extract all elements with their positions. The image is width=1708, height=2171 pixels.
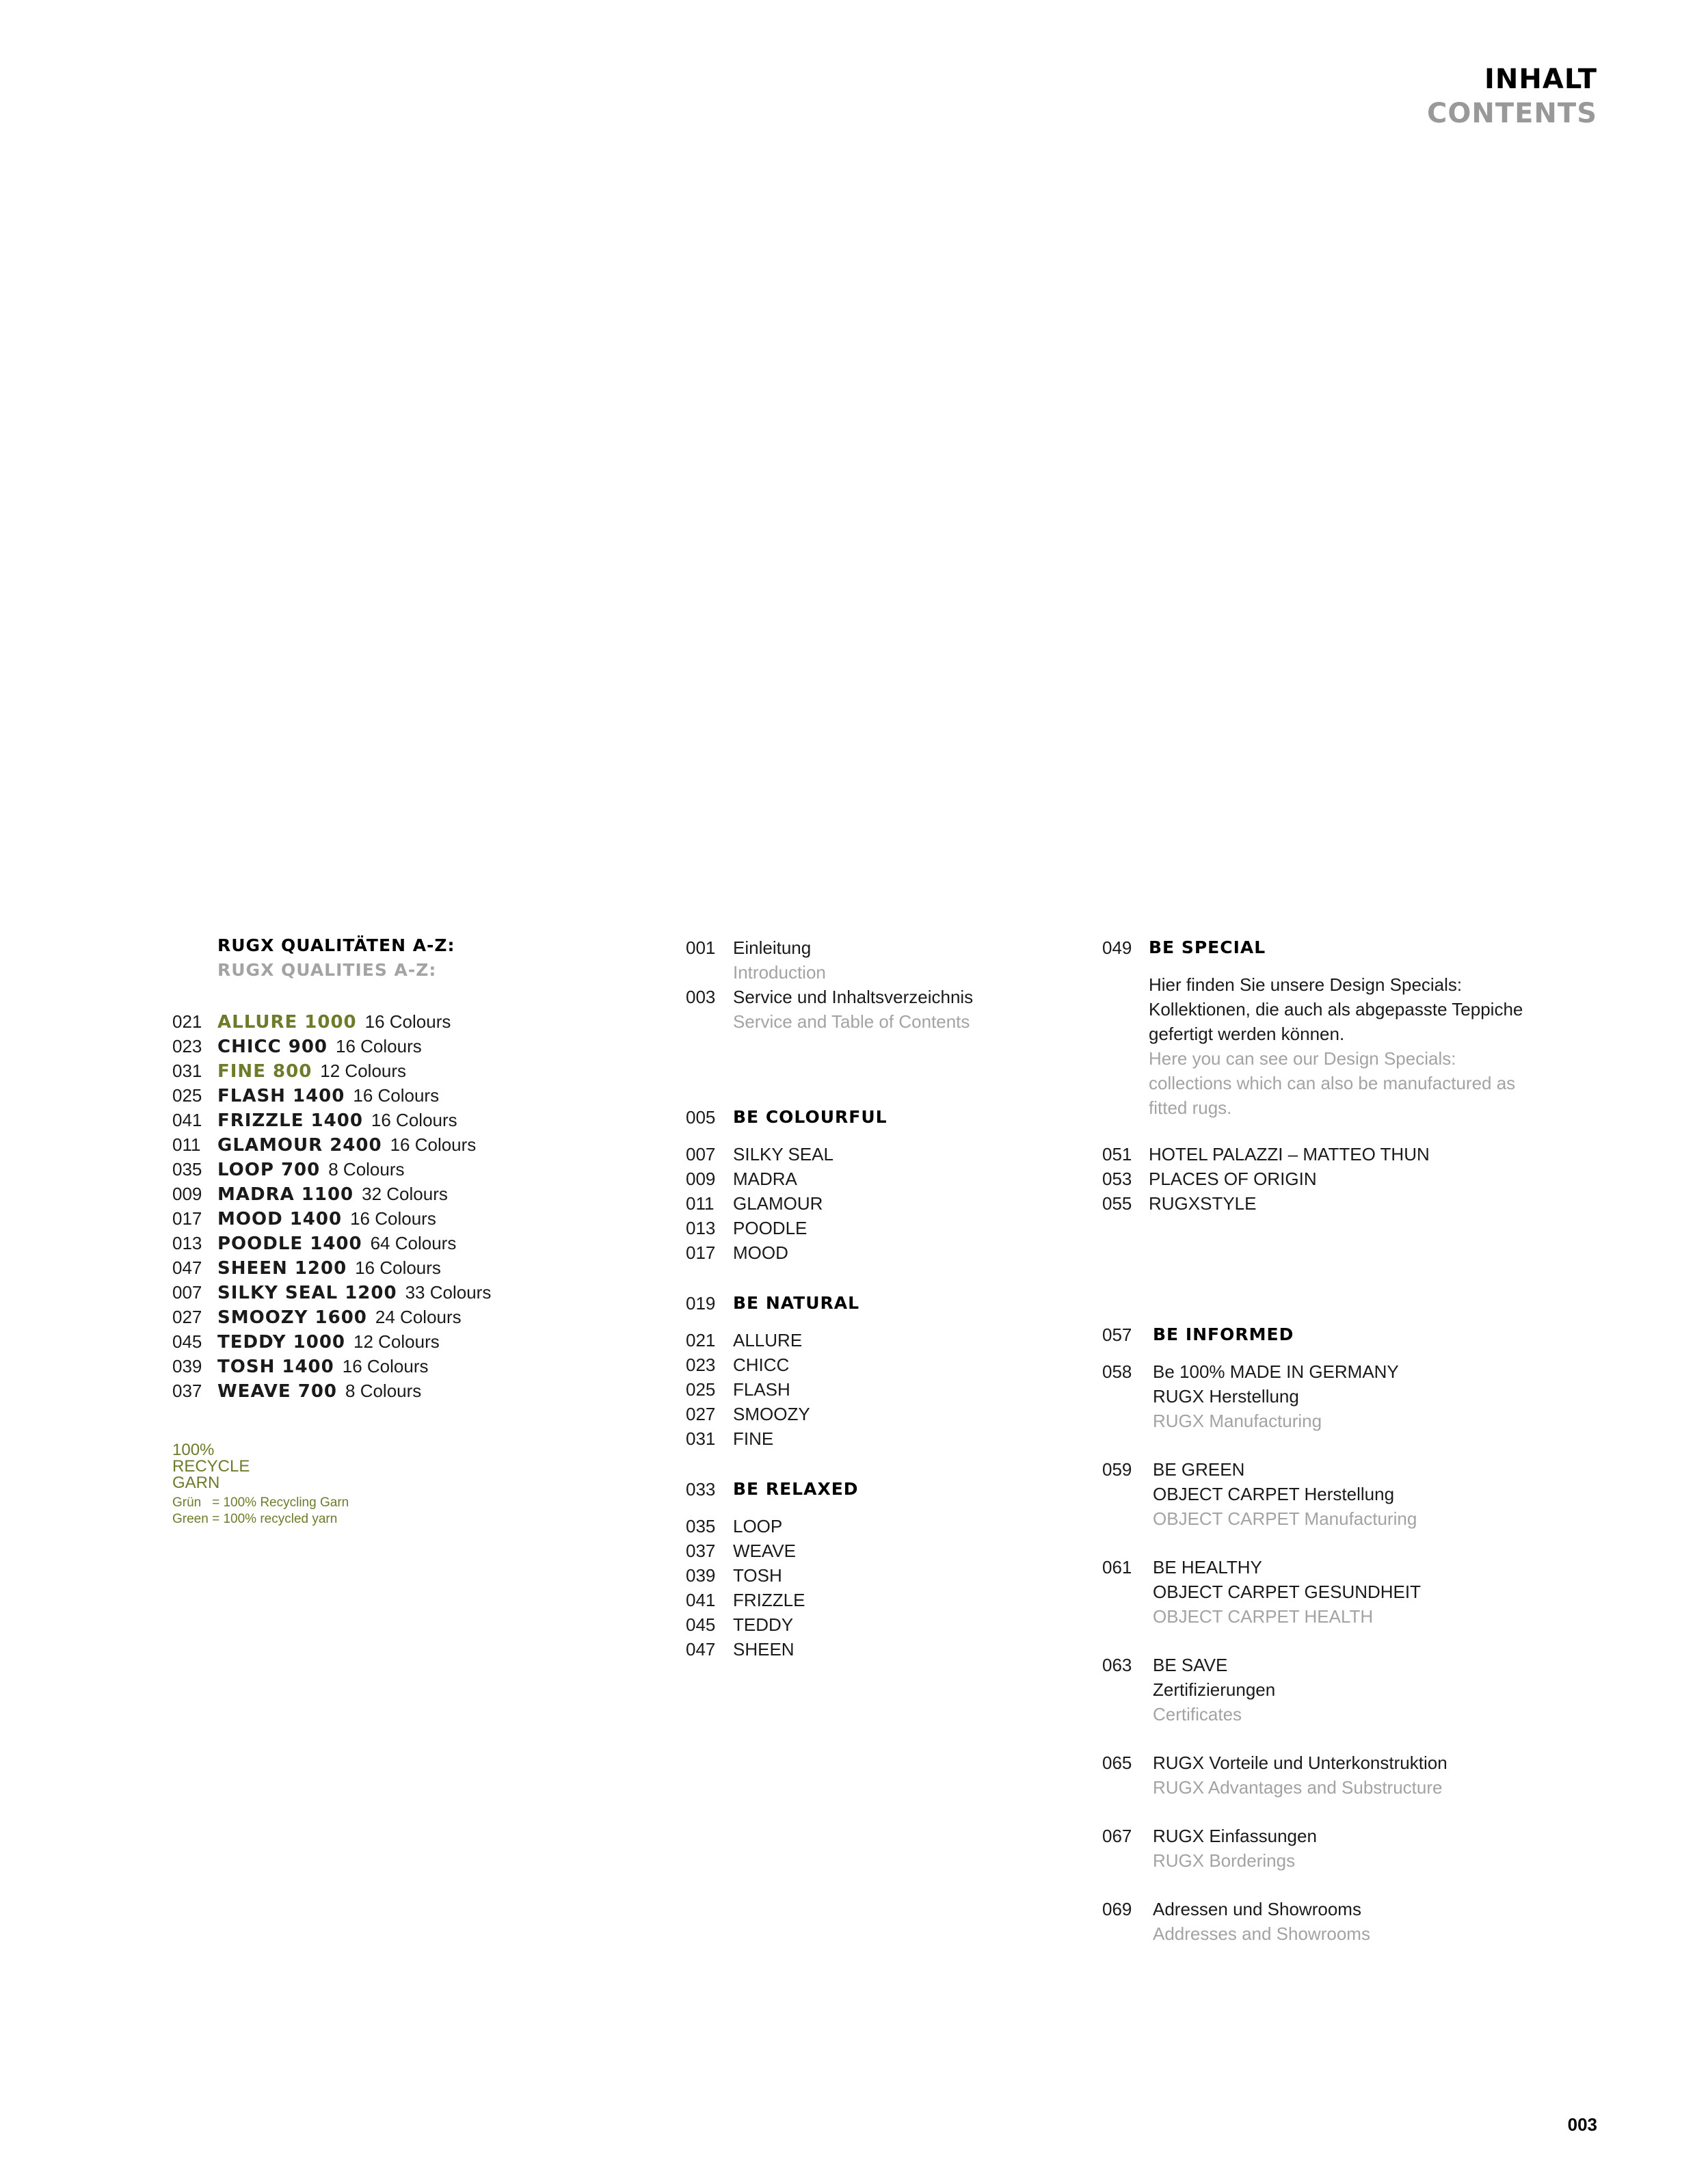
quality-line — [217, 1255, 441, 1281]
toc-page-number: 035 — [686, 1516, 716, 1536]
quality-colours: 16 Colours — [350, 1208, 436, 1229]
quality-colours: 12 Colours — [353, 1331, 440, 1352]
toc-entry-sublabel: Zertifizierungen — [1153, 1679, 1276, 1700]
quality-line — [217, 1329, 440, 1355]
toc-page-number: 063 — [1102, 1655, 1132, 1675]
be-special-desc-de-1: Hier finden Sie unsere Design Specials: — [1149, 974, 1463, 995]
toc-page-number: 031 — [686, 1428, 716, 1449]
quality-row[interactable] — [172, 1058, 596, 1083]
toc-entry[interactable] — [1102, 1750, 1594, 1800]
toc-entry[interactable] — [1102, 1359, 1594, 1433]
quality-name: WEAVE 700 — [217, 1381, 338, 1402]
toc-entry-label: SILKY SEAL — [733, 1144, 833, 1164]
toc-entry-service-en — [686, 1009, 1069, 1034]
toc-page-number: 025 — [686, 1379, 716, 1400]
toc-entry-label: CHICC — [733, 1355, 790, 1375]
qualities-section — [172, 935, 596, 1551]
toc-entry[interactable] — [686, 1514, 1069, 1539]
toc-entry-intro[interactable] — [686, 935, 1069, 960]
toc-entry-label: MADRA — [733, 1169, 797, 1189]
toc-entry[interactable] — [686, 1612, 1069, 1637]
toc-page-number: 017 — [686, 1242, 716, 1263]
toc-entry-label-en: Addresses and Showrooms — [1153, 1923, 1370, 1944]
toc-page-number: 037 — [686, 1541, 716, 1561]
toc-page-number: 065 — [1102, 1753, 1132, 1773]
qualities-heading-de: RUGX QUALITÄTEN A-Z: — [217, 935, 455, 955]
toc-page-number: 007 — [686, 1144, 716, 1164]
toc-entry[interactable] — [1102, 1191, 1594, 1216]
quality-row[interactable] — [172, 1378, 596, 1403]
toc-page-number: 055 — [1102, 1193, 1132, 1214]
toc-entry-label: FLASH — [733, 1379, 790, 1400]
quality-row[interactable] — [172, 1083, 596, 1108]
toc-page-number: 049 — [1102, 937, 1132, 958]
section-label: BE SPECIAL — [1149, 937, 1266, 957]
toc-entry-label: RUGX Einfassungen — [1153, 1826, 1317, 1846]
quality-row[interactable] — [172, 1280, 596, 1305]
quality-line — [217, 1206, 436, 1231]
quality-colours: 24 Colours — [375, 1307, 462, 1327]
toc-entry[interactable] — [1102, 1457, 1594, 1531]
toc-entry[interactable] — [686, 1353, 1069, 1377]
quality-line — [217, 1009, 451, 1035]
section-be-informed[interactable] — [1102, 1322, 1594, 1347]
quality-page-number: 017 — [172, 1208, 202, 1229]
quality-page-number: 025 — [172, 1085, 202, 1106]
toc-page-number: 067 — [1102, 1826, 1132, 1846]
toc-entry-label: Service und Inhaltsverzeichnis — [733, 987, 974, 1007]
toc-page-number: 013 — [686, 1218, 716, 1238]
quality-name: ALLURE 1000 — [217, 1012, 357, 1033]
toc-entry-intro-en — [686, 960, 1069, 985]
quality-row[interactable] — [172, 1329, 596, 1354]
quality-row[interactable] — [172, 1206, 596, 1231]
quality-line — [217, 1034, 422, 1059]
toc-entry[interactable] — [686, 1563, 1069, 1588]
quality-line — [217, 1378, 421, 1404]
quality-row[interactable] — [172, 1157, 596, 1182]
quality-line — [217, 1305, 462, 1330]
quality-name: FLASH 1400 — [217, 1086, 345, 1106]
quality-line — [217, 1083, 439, 1108]
quality-page-number: 047 — [172, 1257, 202, 1278]
quality-row[interactable] — [172, 1132, 596, 1157]
toc-entry[interactable] — [686, 1240, 1069, 1265]
quality-row[interactable] — [172, 1354, 596, 1378]
quality-page-number: 007 — [172, 1282, 202, 1303]
toc-entry[interactable] — [1102, 1142, 1594, 1167]
toc-page-number: 041 — [686, 1590, 716, 1610]
toc-page-number: 019 — [686, 1293, 716, 1314]
toc-entry-label-en: RUGX Borderings — [1153, 1850, 1296, 1871]
toc-page-number: 058 — [1102, 1361, 1132, 1382]
toc-entry-label: TEDDY — [733, 1614, 794, 1635]
toc-entry[interactable] — [686, 1328, 1069, 1353]
quality-line — [217, 1058, 406, 1084]
quality-colours: 8 Colours — [345, 1381, 422, 1401]
toc-page-number: 047 — [686, 1639, 716, 1660]
quality-name: SILKY SEAL 1200 — [217, 1283, 397, 1303]
toc-page-number: 057 — [1102, 1324, 1132, 1345]
quality-page-number: 009 — [172, 1184, 202, 1204]
toc-entry[interactable] — [686, 1637, 1069, 1662]
contents-column-2 — [686, 935, 1069, 1688]
quality-colours: 8 Colours — [328, 1159, 405, 1180]
quality-name: TOSH 1400 — [217, 1357, 334, 1377]
quality-colours: 16 Colours — [390, 1134, 477, 1155]
toc-entry-sublabel: OBJECT CARPET GESUNDHEIT — [1153, 1582, 1421, 1602]
toc-entry-label: Einleitung — [733, 937, 812, 958]
toc-entry-label: RUGX Vorteile und Unterkonstruktion — [1153, 1753, 1447, 1773]
toc-entry[interactable] — [686, 1539, 1069, 1563]
toc-page-number: 069 — [1102, 1899, 1132, 1919]
toc-page-number: 027 — [686, 1404, 716, 1424]
quality-page-number: 013 — [172, 1233, 202, 1253]
quality-row[interactable] — [172, 1182, 596, 1206]
toc-entry-label: POODLE — [733, 1218, 808, 1238]
quality-page-number: 041 — [172, 1110, 202, 1130]
toc-entry[interactable] — [686, 1142, 1069, 1167]
toc-page-number: 051 — [1102, 1144, 1132, 1164]
toc-entry-label-en: Certificates — [1153, 1704, 1242, 1724]
quality-name: MADRA 1100 — [217, 1184, 354, 1205]
toc-entry-label: GLAMOUR — [733, 1193, 823, 1214]
quality-page-number: 039 — [172, 1356, 202, 1376]
quality-colours: 32 Colours — [362, 1184, 448, 1204]
toc-page-number: 053 — [1102, 1169, 1132, 1189]
toc-page-number: 023 — [686, 1355, 716, 1375]
toc-entry-label: FINE — [733, 1428, 774, 1449]
quality-row[interactable] — [172, 1034, 596, 1058]
recycle-legend-en: Green = 100% recycled yarn — [172, 1512, 338, 1526]
toc-entry[interactable] — [1102, 1555, 1594, 1629]
be-special-desc-de-2: Kollektionen, die auch als abgepasste Teppiche — [1149, 999, 1523, 1020]
be-special-desc-de-3: gefertigt werden können. — [1149, 1024, 1345, 1044]
toc-page-number: 003 — [686, 987, 716, 1007]
toc-entry[interactable] — [686, 1191, 1069, 1216]
quality-name: LOOP 700 — [217, 1160, 321, 1180]
toc-entry[interactable] — [686, 1402, 1069, 1426]
quality-colours: 16 Colours — [364, 1011, 451, 1032]
toc-entry-service[interactable] — [686, 985, 1069, 1009]
quality-page-number: 023 — [172, 1036, 202, 1056]
quality-row[interactable] — [172, 1305, 596, 1329]
be-special-desc-en-3: fitted rugs. — [1149, 1097, 1232, 1118]
toc-page-number: 021 — [686, 1330, 716, 1350]
quality-line — [217, 1157, 405, 1182]
quality-page-number: 011 — [172, 1134, 201, 1155]
quality-page-number: 035 — [172, 1159, 202, 1180]
quality-line — [217, 1108, 457, 1133]
toc-entry[interactable] — [686, 1167, 1069, 1191]
toc-entry-label-en: Introduction — [733, 962, 826, 983]
toc-entry-label: LOOP — [733, 1516, 783, 1536]
section-label: BE INFORMED — [1153, 1324, 1294, 1344]
recycle-label-3: GARN — [172, 1474, 220, 1492]
section-label: BE NATURAL — [733, 1293, 860, 1313]
toc-entry-label-en: RUGX Advantages and Substructure — [1153, 1777, 1443, 1798]
quality-name: FRIZZLE 1400 — [217, 1110, 363, 1131]
contents-column-3 — [1102, 935, 1594, 1975]
be-special-desc-en-1: Here you can see our Design Specials: — [1149, 1048, 1456, 1069]
recycle-label-2: RECYCLE — [172, 1457, 250, 1476]
quality-name: GLAMOUR 2400 — [217, 1135, 382, 1156]
quality-colours: 16 Colours — [355, 1257, 441, 1278]
toc-page-number: 039 — [686, 1565, 716, 1586]
quality-line — [217, 1182, 448, 1207]
toc-entry-label: WEAVE — [733, 1541, 796, 1561]
toc-entry[interactable] — [1102, 1824, 1594, 1873]
toc-entry-label: Be 100% MADE IN GERMANY — [1153, 1361, 1399, 1382]
quality-colours: 64 Colours — [370, 1233, 457, 1253]
toc-entry-label: HOTEL PALAZZI – MATTEO THUN — [1149, 1144, 1430, 1164]
quality-line — [217, 1354, 428, 1379]
page-title-en: CONTENTS — [1426, 98, 1597, 129]
toc-page-number: 033 — [686, 1479, 716, 1500]
toc-entry-label: PLACES OF ORIGIN — [1149, 1169, 1317, 1189]
quality-page-number: 031 — [172, 1061, 202, 1081]
quality-page-number: 021 — [172, 1011, 202, 1032]
toc-entry-label: Adressen und Showrooms — [1153, 1899, 1361, 1919]
quality-colours: 12 Colours — [320, 1061, 407, 1081]
toc-page-number: 009 — [686, 1169, 716, 1189]
toc-page-number: 005 — [686, 1107, 716, 1128]
quality-colours: 16 Colours — [336, 1036, 422, 1056]
quality-name: CHICC 900 — [217, 1037, 328, 1057]
qualities-heading-en: RUGX QUALITIES A-Z: — [217, 960, 437, 980]
quality-name: SHEEN 1200 — [217, 1258, 347, 1279]
quality-row[interactable] — [172, 1255, 596, 1280]
toc-entry-sublabel: OBJECT CARPET Herstellung — [1153, 1484, 1395, 1504]
quality-row[interactable] — [172, 1009, 596, 1034]
toc-entry-label: ALLURE — [733, 1330, 803, 1350]
toc-entry-label: SMOOZY — [733, 1404, 810, 1424]
quality-page-number: 037 — [172, 1381, 202, 1401]
toc-entry-label: MOOD — [733, 1242, 788, 1263]
section-be-special[interactable] — [1102, 935, 1594, 960]
quality-colours: 16 Colours — [342, 1356, 429, 1376]
toc-entry-sublabel: RUGX Herstellung — [1153, 1386, 1299, 1407]
toc-entry[interactable] — [1102, 1167, 1594, 1191]
toc-page-number: 059 — [1102, 1459, 1132, 1480]
section-label: BE COLOURFUL — [733, 1107, 888, 1127]
section-be-natural[interactable] — [686, 1291, 1069, 1316]
quality-name: SMOOZY 1600 — [217, 1307, 367, 1328]
toc-entry-label: RUGXSTYLE — [1149, 1193, 1257, 1214]
quality-page-number: 027 — [172, 1307, 202, 1327]
quality-line — [217, 1231, 456, 1256]
quality-page-number: 045 — [172, 1331, 202, 1352]
quality-line — [217, 1132, 476, 1158]
quality-row[interactable] — [172, 1108, 596, 1132]
toc-entry[interactable] — [686, 1377, 1069, 1402]
quality-row[interactable] — [172, 1231, 596, 1255]
toc-page-number: 045 — [686, 1614, 716, 1635]
section-be-relaxed[interactable] — [686, 1477, 1069, 1502]
toc-entry-label-en: OBJECT CARPET HEALTH — [1153, 1606, 1374, 1627]
quality-name: FINE 800 — [217, 1061, 312, 1082]
toc-entry[interactable] — [686, 1426, 1069, 1451]
quality-colours: 16 Colours — [371, 1110, 457, 1130]
toc-entry-label-en: Service and Table of Contents — [733, 1011, 970, 1032]
toc-entry-label: TOSH — [733, 1565, 782, 1586]
toc-entry-label-en: OBJECT CARPET Manufacturing — [1153, 1508, 1417, 1529]
toc-entry[interactable] — [1102, 1897, 1594, 1946]
quality-name: POODLE 1400 — [217, 1234, 362, 1254]
toc-page-number: 061 — [1102, 1557, 1132, 1577]
toc-entry-label: BE SAVE — [1153, 1655, 1228, 1675]
page-title-de: INHALT — [1484, 64, 1597, 95]
toc-entry[interactable] — [686, 1216, 1069, 1240]
recycle-legend-de: Grün = 100% Recycling Garn — [172, 1495, 349, 1510]
page-number: 003 — [1567, 2114, 1597, 2135]
quality-colours: 33 Colours — [405, 1282, 492, 1303]
section-label: BE RELAXED — [733, 1479, 859, 1499]
toc-entry-label-en: RUGX Manufacturing — [1153, 1411, 1322, 1431]
quality-colours: 16 Colours — [353, 1085, 440, 1106]
toc-page-number: 011 — [686, 1193, 715, 1214]
quality-line — [217, 1280, 491, 1305]
toc-entry-label: BE HEALTHY — [1153, 1557, 1262, 1577]
toc-entry-label: FRIZZLE — [733, 1590, 805, 1610]
toc-entry-label: SHEEN — [733, 1639, 795, 1660]
toc-entry[interactable] — [1102, 1653, 1594, 1727]
section-be-colourful[interactable] — [686, 1105, 1069, 1130]
quality-name: TEDDY 1000 — [217, 1332, 346, 1353]
toc-entry[interactable] — [686, 1588, 1069, 1612]
quality-name: MOOD 1400 — [217, 1209, 343, 1229]
recycle-label-1: 100% — [172, 1441, 215, 1459]
toc-page-number: 001 — [686, 937, 716, 958]
toc-entry-label: BE GREEN — [1153, 1459, 1245, 1480]
be-special-desc-en-2: collections which can also be manufactured as — [1149, 1073, 1516, 1093]
